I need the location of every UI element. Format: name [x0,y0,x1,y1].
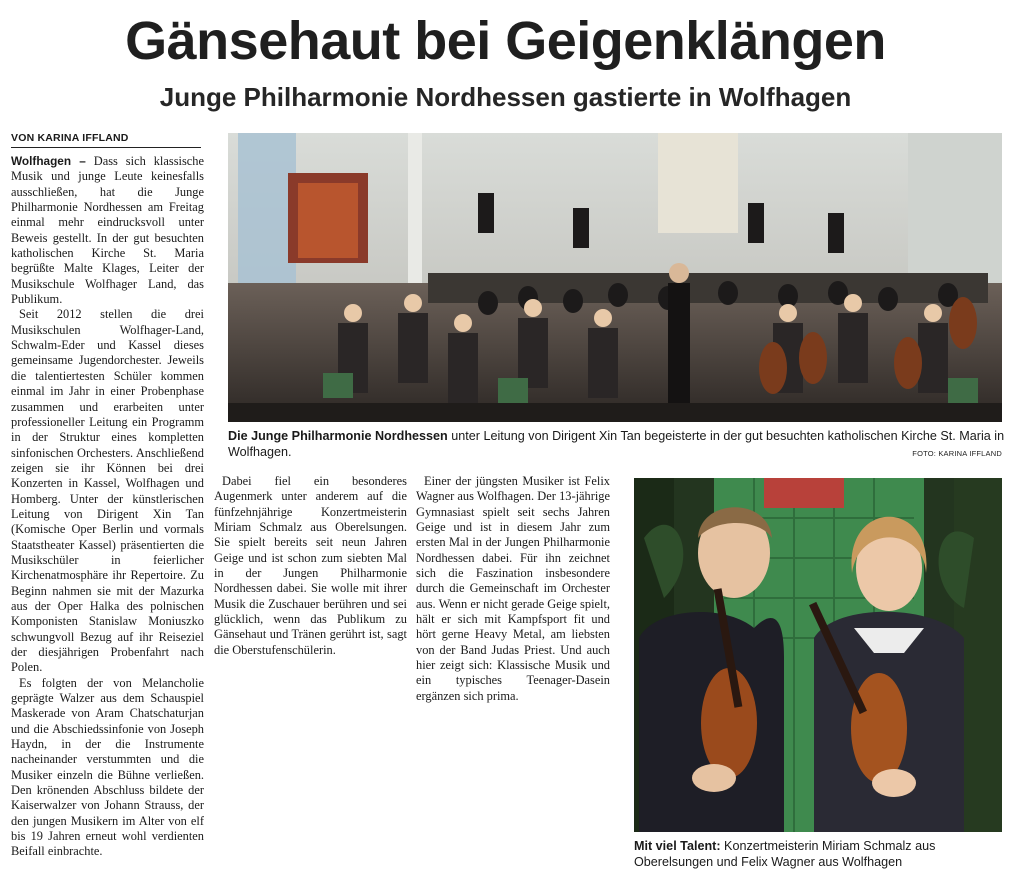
orchestra-photo [228,133,1002,422]
caption-bold: Die Junge Philharmonie Nordhessen [228,429,448,443]
caption-text: Konzertmeisterin Miriam Schmalz aus Oberelsungen und Felix Wagner aus Wolfhagen [634,839,936,869]
main-photo-caption [228,428,1006,460]
article-column-2 [214,474,407,878]
author-byline: VON KARINA IFFLAND [11,132,201,148]
dateline: Wolfhagen – [11,154,86,168]
orchestra-illustration [228,133,1002,422]
caption-bold: Mit viel Talent: [634,839,721,853]
article-column-3 [416,474,610,878]
paragraph-text: Dass sich klassische Musik und junge Leute keinesfalls ausschließen, hat die Junge Philharmonie Nordhessen am Freitag einmal mehr eindrucksvoll unter Beweis gestellt. In der gut besuchten katholischen Kirche St. Maria begrüßte Malte Klages, Leiter der Musikschule Wolfhager Land, das Publikum. [11,154,204,307]
article-paragraph-2: Seit 2012 stellen die drei Musikschulen Wolfhager-Land, Schwalm-Eder und Kassel dieses gemeinsame Jugendorchester. Jeweils die talentiertesten Schüler kommen einmal im Jahr in einer Probenphase zusammen und erarbeiten unter professioneller Leitung ein Programm in der Struktur eines kompletten sinfonischen Orchesters. Anschließend zeigen sie ihr Können bei drei Konzerten in Kassel, Wolfhagen und Homberg. Unter der künstlerischen Leitung von Dirigent Xin Tan (Komische Oper Berlin und vormals Staatstheater Kassel) präsentierten die Musikschüler in feierlicher Kirchenatmosphäre ihr Repertoire. Zu Beginn nahmen sie mit der Mazurka aus der Oper Halka des polnischen Komponisten Stanislaw Moniuszko schwungvoll Bezug auf ihr Reiseziel der diesjährigen Probenfahrt nach Polen. [11,307,204,675]
caption-text: unter Leitung von Dirigent Xin Tan begeisterte in der gut besuchten katholischen Kirche St. Maria in Wolfhagen. [228,429,1005,459]
article-paragraph-3-start: Es folgten der von Melancholie geprägte Walzer aus dem Schauspiel Maskerade von Aram Chatschaturjan und die Abschiedssinfonie von Joseph Haydn, in der die Instrumente nacheinander verstummten und die Musiker einzeln die Bühne verließen. Den krönenden Abschluss bildete der Kaiserwalzer von Johann Strauss, der den jungen Musikern im Alter von elf bis 19 Jahren erneut wohl verdienten Beifall einbrachte. [11,675,204,859]
article-column-1 [11,154,204,878]
headline: Gänsehaut bei Geigenklängen [125,11,886,71]
article-paragraph-4: Dabei fiel ein besonderes Augenmerk unter anderem auf die fünfzehnjährige Konzertmeisterin Miriam Schmalz aus Oberelsungen. Sie spielt bereits seit neun Jahren Geige und ist schon zum siebten Mal in der Jungen Philharmonie Nordhessen dabei. Sie wolle mit ihrer Musik die Zuschauer berühren und sei glücklich, wenn das Publikum zu Gänsehaut und Tränen gerührt ist, sagt die Oberstufenschülerin. [214,474,407,657]
musicians-illustration [634,478,1002,832]
portrait-photo [634,478,1002,832]
portrait-photo-caption [634,838,1006,870]
photo-credit: FOTO: KARINA IFFLAND [912,449,1002,458]
article-paragraph-5: Einer der jüngsten Musiker ist Felix Wagner aus Wolfhagen. Der 13-jährige Gymnasiast spielt seit sechs Jahren Geige und ist in diesem Jahr zum ersten Mal in der Jungen Philharmonie Nordhessen dabei. Für ihn zeichnet sich die Faszination insbesondere durch die Gemeinschaft im Orchester aus. Wenn er nicht gerade Geige spielt, hält er sich mit Kampfsport fit und hört gerne Heavy Metal, am liebsten von der Band Judas Priest. Und auch hier zeigt sich: Klassische Musik und ein typisches Teenager-Dasein ergänzen sich prima. [416,474,610,703]
article-paragraph-1 [11,154,204,307]
subheadline: Junge Philharmonie Nordhessen gastierte in Wolfhagen [159,82,852,112]
